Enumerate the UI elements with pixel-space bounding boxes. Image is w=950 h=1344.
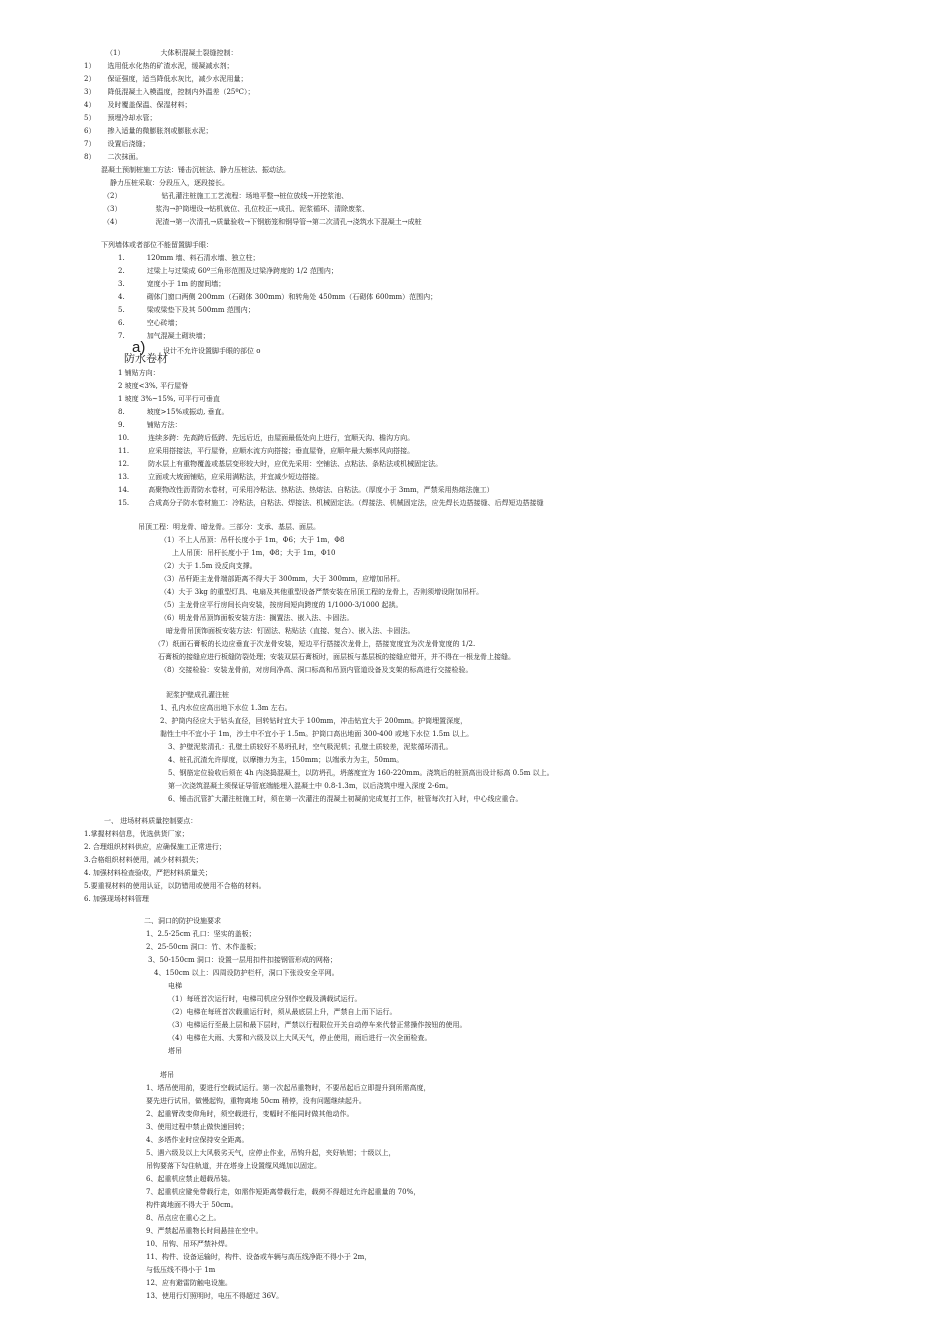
item-text: 高聚物改性沥青防水卷材，可采用冷粘法、热粘法、热熔法、自粘法。（厚度小于 3mm，严禁采用热熔法施工）	[148, 486, 494, 494]
paragraph: 3、护壁泥浆清孔：孔壁土质较好不易坍孔时，空气吸泥机；孔壁土质较差，泥浆循环清孔。	[168, 743, 453, 751]
paragraph: 5、遇六级及以上大风极劣天气，应停止作业，吊钩升起，夹好轨钳；十级以上，	[146, 1149, 396, 1157]
paragraph: 2 坡度<3%, 平行屋脊	[118, 382, 189, 390]
paragraph: 3、使用过程中禁止做快速回转；	[146, 1123, 249, 1131]
section-title: 泥浆护壁成孔灌注桩	[166, 691, 229, 699]
paragraph: 石膏板的接缝应进行板缝防裂处理；安装双层石膏板时，面层板与基层板的接缝应错开，并不得在一根龙骨上接缝。	[158, 653, 515, 661]
paragraph: 12、应有避雷防触电设施。	[146, 1279, 232, 1287]
paragraph: 4、多塔作业时应保持安全距离。	[146, 1136, 249, 1144]
paragraph: 混凝土预制桩施工方法：锤击沉桩法、静力压桩法、振动法。	[101, 166, 290, 174]
item-text: 二次抹面。	[107, 153, 143, 161]
paragraph: 1、孔内水位应高出地下水位 1.3m 左右。	[160, 704, 292, 712]
item-text: 设置后浇缝；	[107, 140, 150, 148]
item-text: 坡度>15%或振动, 垂直。	[146, 408, 229, 416]
list-item: 5.要重视材料的使用认证，以防错用或使用不合格的材料。	[84, 882, 266, 890]
list-item: 2、25-50cm 洞口：竹、木作盖板；	[146, 943, 261, 951]
paragraph: 6、锤击沉管扩大灌注桩施工时，须在第一次灌注的混凝土初凝前完成复打工作，桩管每次打入时，中心线应重合。	[168, 795, 523, 803]
item-number: 9.	[118, 421, 125, 429]
section-title: 二、洞口的防护设施要求	[144, 917, 221, 925]
paragraph: 5、钢筋定位验收后须在 4h 内浇捣混凝土，以防坍孔，坍落度宜为 160-220mm。浇筑后的桩顶高出设计标高 0.5m 以上。	[168, 769, 554, 777]
item-number: 7）	[84, 140, 96, 148]
paragraph: （6）明龙骨吊顶饰面板安装方法：搁置法、嵌入法、卡固法。	[160, 614, 354, 622]
item-text: 梁或梁垫下及其 500mm 范围内；	[146, 306, 255, 314]
item-text: 合成高分子防水卷材施工：冷粘法，自粘法、焊接法、机械固定法。（焊接法、机械固定法，应先焊长边搭接缝、后焊短边搭接缝	[148, 499, 544, 507]
section-title: 下列墙体或者部位不能留置脚手眼：	[101, 241, 213, 249]
item-number: 14.	[118, 486, 130, 494]
item-number: 8）	[84, 153, 96, 161]
item-number: 3.	[118, 280, 125, 288]
list-item: 6. 加强现场材料管理	[84, 895, 149, 903]
item-text: 浆沟→护筒埋设→钻机就位、孔位校正→成孔、泥浆循环、清除废浆、	[155, 205, 370, 213]
section-title: 防水卷材	[124, 352, 168, 365]
paragraph: 8、吊点应在重心之上。	[146, 1214, 221, 1222]
list-item	[118, 292, 437, 302]
paragraph: 暗龙骨吊顶饰面板安装方法：钉固法、粘贴法（直接、复合）、嵌入法、卡固法。	[166, 627, 415, 635]
item-number: 2.	[118, 267, 125, 275]
item-text: 掺入适量的微膨胀剂或膨胀水泥；	[107, 127, 213, 135]
paragraph: 与低压线不得小于 1m	[146, 1266, 216, 1274]
list-item: （4）电梯在大雨、大雾和六级及以上大风天气，停止使用，雨后进行一次全面检查。	[168, 1034, 432, 1042]
item-number: 3）	[84, 88, 96, 96]
list-item	[84, 139, 149, 149]
list-item: 4、150cm 以上：四周设防护栏杆，洞口下张设安全平网。	[154, 969, 339, 977]
list-item: 1.掌握材料信息，优选供货厂家；	[84, 830, 189, 838]
item-number: （2）	[103, 192, 122, 200]
list-item: （1）每班首次运行时，电梯司机应分别作空载及满载试运行。	[168, 995, 362, 1003]
list-item	[118, 305, 255, 315]
list-item: 3.合格组织材料使用，减少材料损失；	[84, 856, 203, 864]
list-item	[118, 446, 414, 456]
list-item	[118, 472, 323, 482]
item-text: 钻孔灌注桩施工工艺流程：场地平整→桩位放线→开挖浆池、	[161, 192, 349, 200]
item-text: 宽度小于 1m 的窗间墙；	[146, 280, 226, 288]
list-item	[118, 407, 229, 417]
paragraph: （5）主龙骨应平行房间长向安装，按房间短向跨度的 1/1000-3/1000 起拱。	[160, 601, 403, 609]
list-item	[118, 279, 225, 289]
section-title: 一、 进场材料质量控制要点：	[104, 817, 198, 825]
item-number: 7.	[118, 332, 125, 340]
list-item	[84, 152, 142, 162]
item-number: 5.	[118, 306, 125, 314]
title-text: 大体积混凝土裂缝控制：	[160, 49, 238, 57]
list-item	[118, 485, 494, 495]
list-item	[84, 100, 191, 110]
paragraph: 黏性土中不宜小于 1m，沙土中不宜小于 1.5m。护筒口高出地面 300-400 或地下水位 1.5m 以上。	[160, 730, 474, 738]
list-item	[84, 61, 233, 71]
item-text: 防水层上有重物覆盖或基层变形较大时，应优先采用：空铺法、点粘法、条粘法或机械固定法。	[148, 460, 443, 468]
paragraph: 10、吊钩、吊环严禁补焊。	[146, 1240, 232, 1248]
title-number: （1）	[106, 49, 125, 57]
paragraph: （4）大于 3kg 的重型灯具、电扇及其他重型设备严禁安装在吊顶工程的龙骨上，否则须增设附加吊杆。	[160, 588, 484, 596]
list-item	[84, 74, 247, 84]
list-item: 4. 加强材料检查验收，严把材料质量关；	[84, 869, 212, 877]
paragraph: （1）不上人吊顶：吊杆长度小于 1m，Φ6；大于 1m，Φ8	[160, 536, 345, 544]
item-number: 12.	[118, 460, 130, 468]
paragraph: （2）大于 1.5m 设反向支撑。	[160, 562, 257, 570]
paragraph: 11、构件、设备运输时，构件、设备或车辆与高压线净距不得小于 2m，	[146, 1253, 372, 1261]
item-text: 应采用搭接法，平行屋脊，应顺水流方向搭接；垂直屋脊，应顺年最大频率风向搭接。	[148, 447, 415, 455]
paragraph: 第一次浇筑混凝土须保证导管底端能埋入混凝土中 0.8-1.3m，以后浇筑中埋入深度 2-6m。	[168, 782, 453, 790]
subsection-title: 电梯	[168, 982, 182, 990]
paragraph: 4、桩孔沉渣允许厚度，以摩擦力为主，150mm；以端承力为主，50mm。	[168, 756, 404, 764]
item-number: 6.	[118, 319, 125, 327]
paragraph: 要先进行试吊，做慢起钩，重物离地 50cm 稍停，没有问题继续起升。	[146, 1097, 366, 1105]
item-number: 11.	[118, 447, 130, 455]
item-text: 砌体门窗口两侧 200mm（石砌体 300mm）和转角处 450mm（石砌体 600mm）范围内；	[146, 293, 438, 301]
item-text: 连续多跨：先高跨后低跨、先远后近，由屋面最低处向上进行，宜顺天沟、檐沟方向。	[148, 434, 415, 442]
list-item	[118, 266, 338, 276]
item-number: 8.	[118, 408, 125, 416]
list-item	[84, 126, 212, 136]
section-title: 塔吊	[160, 1071, 174, 1079]
item-number: （4）	[103, 218, 122, 226]
paragraph: 2、起重臂改变仰角时，须空载进行，变幅时不能同时做其他动作。	[146, 1110, 354, 1118]
item-number: 2）	[84, 75, 96, 83]
list-item	[118, 433, 414, 443]
item-number: （3）	[103, 205, 122, 213]
paragraph: 构件离地面不得大于 50cm。	[146, 1201, 238, 1209]
item-number: 4.	[118, 293, 125, 301]
list-item	[118, 253, 260, 263]
list-item: 2. 合理组织材料供应，应确保施工正常进行；	[84, 843, 226, 851]
paragraph: 1 坡度 3%~15%, 可平行可垂直	[118, 395, 220, 403]
item-text: 泥渣→第一次清孔→质量验收→下钢筋笼和钢导管→第二次清孔→浇筑水下混凝土→成桩	[155, 218, 422, 226]
list-item	[84, 87, 255, 97]
list-item	[118, 420, 182, 430]
item-text: 及时覆盖保温、保湿材料；	[107, 101, 192, 109]
list-item: （2）电梯在每班首次载重运行时，须从最底层上升，严禁自上而下运行。	[168, 1008, 397, 1016]
paragraph: （7）纸面石膏板的长边应垂直于次龙骨安装，短边平行搭接次龙骨上，搭接宽度宜为次龙骨宽度的 1/2.	[154, 640, 476, 648]
list-item: 1、2.5-25cm 孔口：坚实的盖板；	[146, 930, 256, 938]
list-item	[103, 191, 348, 201]
item-text: 120mm 墙、料石清水墙、独立柱；	[146, 254, 260, 262]
list-item	[84, 113, 156, 123]
item-text: 立面或大坡面铺贴，应采用满粘法，并宜减少短边搭接。	[148, 473, 324, 481]
list-item: （3）电梯运行至最上层和最下层时，严禁以行程限位开关自动停车来代替正常操作按钮的使用。	[168, 1021, 467, 1029]
section-title: 吊顶工程：明龙骨、暗龙骨。三部分：支承、基层、面层。	[138, 523, 320, 531]
paragraph: 1、塔吊使用前，要进行空载试运行。第一次起吊重物时，不要吊起后立即提升到所需高度，	[146, 1084, 431, 1092]
paragraph: 静力压桩采取：分段压入，逐段接长。	[110, 179, 229, 187]
item-number: 10.	[118, 434, 130, 442]
paragraph: （8）交接检验：安装龙骨前，对房间净高、洞口标高和吊顶内管道设备及支架的标高进行交接检验。	[160, 666, 473, 674]
paragraph: 13、使用行灯照明时，电压不得超过 36V。	[146, 1292, 284, 1300]
subsection-title: 塔吊	[168, 1047, 182, 1055]
paragraph: 吊钩要落下勾住轨道，并在塔身上设置缆风绳加以固定。	[146, 1162, 321, 1170]
item-marker: a)	[132, 339, 146, 356]
paragraph: 1 铺贴方向：	[118, 369, 160, 377]
item-number: 5）	[84, 114, 96, 122]
list-item	[103, 204, 369, 214]
item-text: 加气混凝土砌块墙；	[146, 332, 210, 340]
item-text: 铺贴方法：	[146, 421, 182, 429]
paragraph: 设计不允许设置脚手眼的部位 o	[163, 347, 261, 355]
item-text: 过梁上与过梁成 60º三角形范围及过梁净跨度的 1/2 范围内；	[146, 267, 338, 275]
item-text: 预埋冷却水管；	[107, 114, 157, 122]
paragraph: 上人吊顶：吊杆长度小于 1m，Φ8；大于 1m，Φ10	[172, 549, 336, 557]
section-title	[106, 48, 237, 58]
item-text: 选用低水化热的矿渣水泥，缓凝减水剂；	[107, 62, 234, 70]
list-item	[118, 459, 442, 469]
item-number: 1）	[84, 62, 96, 70]
item-text: 保证强度，适当降低水灰比，减少水泥用量；	[107, 75, 248, 83]
item-text: 降低混凝土入模温度，控制内外温差（25ºC）；	[107, 88, 255, 96]
paragraph: 6、起重机应禁止超载吊装。	[146, 1175, 235, 1183]
item-number: 15.	[118, 499, 130, 507]
paragraph: 2、护筒内径应大于钻头直径，回转钻时宜大于 100mm，冲击钻宜大于 200mm。护筒埋置深度，	[160, 717, 468, 725]
list-item	[103, 217, 422, 227]
list-item	[118, 498, 544, 508]
item-number: 1.	[118, 254, 125, 262]
item-number: 6）	[84, 127, 96, 135]
list-item	[118, 318, 182, 328]
item-number: 13.	[118, 473, 130, 481]
paragraph: 7、起重机应避免带载行走，如需作短距离带载行走，载荷不得超过允许起重量的 70%，	[146, 1188, 421, 1196]
list-item: 3、50-150cm 洞口：设置一层用扣件扣接钢管形成的网格；	[148, 956, 337, 964]
item-text: 空心砖墙；	[146, 319, 182, 327]
paragraph: 9、严禁起吊重物长时间悬挂在空中。	[146, 1227, 263, 1235]
item-number: 4）	[84, 101, 96, 109]
paragraph: （3）吊杆距主龙骨端部距离不得大于 300mm，大于 300mm，应增加吊杆。	[160, 575, 405, 583]
